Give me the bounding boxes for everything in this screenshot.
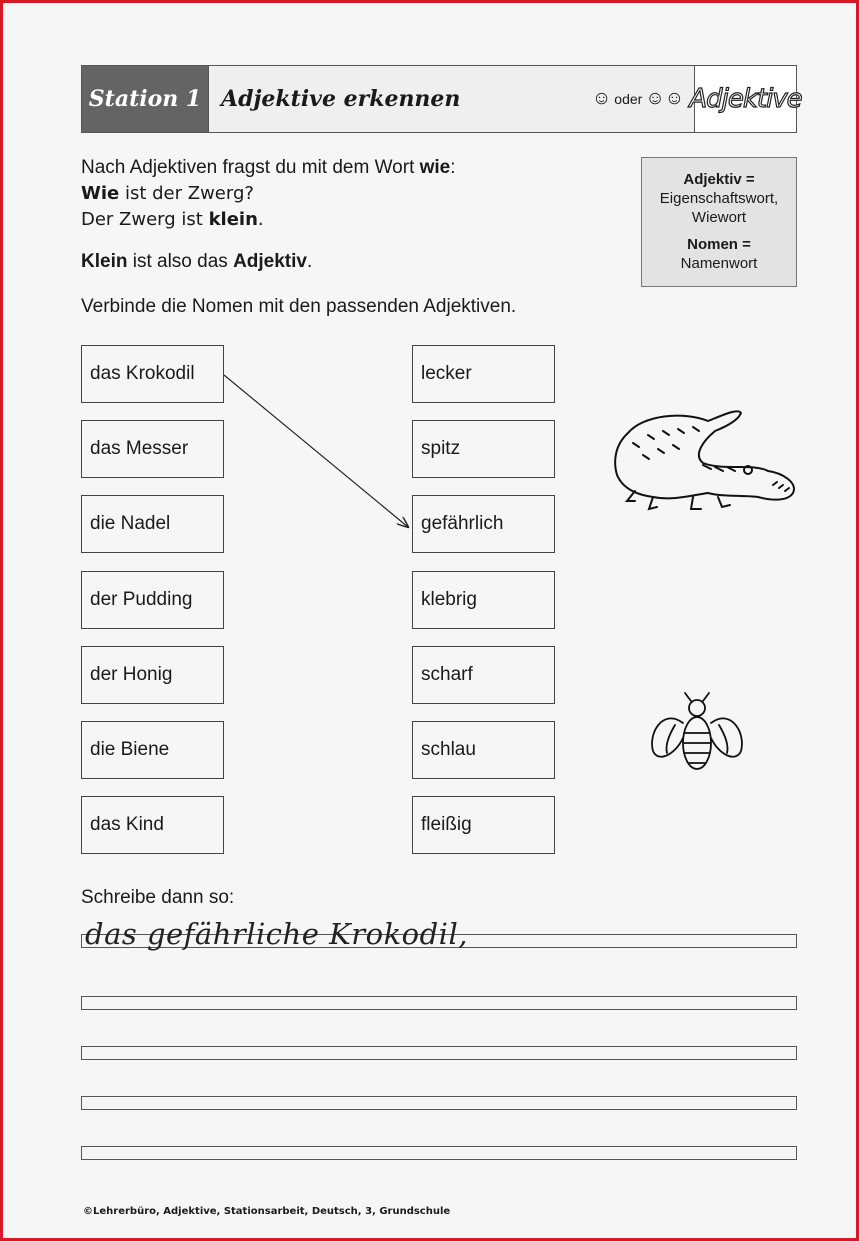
smiley-icon: ☺☺ <box>645 88 685 109</box>
connection-arrow <box>224 375 408 527</box>
intro-text-part: : <box>450 157 456 178</box>
intro-text-part: Nach Adjektiven fragst du mit dem Wort <box>81 157 420 178</box>
adjective-label: schlau <box>421 739 476 760</box>
intro-bold: klein <box>208 209 258 230</box>
writing-line[interactable] <box>81 1146 797 1160</box>
crocodile-icon <box>615 411 794 509</box>
intro-text-part: Der Zwerg ist <box>81 209 209 230</box>
rating-text: oder <box>614 91 643 107</box>
definition-term: Adjektiv = <box>683 171 755 188</box>
noun-label: das Krokodil <box>90 363 195 384</box>
writing-line[interactable] <box>81 1046 797 1060</box>
intro-bold: wie <box>419 157 451 178</box>
intro-text-part: . <box>306 251 313 272</box>
intro-text-part: ist der Zwerg? <box>119 183 254 204</box>
definition-term: Nomen = <box>687 236 751 253</box>
intro-bold: Wie <box>81 183 120 204</box>
write-instruction: Schreibe dann so: <box>81 887 235 908</box>
noun-label: die Biene <box>90 739 170 760</box>
bee-icon <box>652 693 742 769</box>
definition-text: Namenwort <box>680 255 758 272</box>
noun-label: der Pudding <box>90 589 193 610</box>
adjective-label: spitz <box>421 438 461 459</box>
noun-label: das Kind <box>90 814 164 835</box>
footer-copyright: ©Lehrerbüro, Adjektive, Stationsarbeit, Deutsch, 3, Grundschule <box>83 1206 451 1217</box>
station-label: Station 1 <box>82 66 209 132</box>
noun-label: das Messer <box>90 438 189 459</box>
smiley-icon: ☺ <box>591 88 612 109</box>
definition-text: Eigenschaftswort, <box>659 190 779 207</box>
adjective-label: gefährlich <box>421 513 504 534</box>
noun-label: die Nadel <box>90 513 171 534</box>
adjective-label: klebrig <box>421 589 477 610</box>
writing-line[interactable] <box>81 996 797 1010</box>
intro-text-part: ist also das <box>127 251 234 272</box>
example-answer: das gefährliche Krokodil, <box>85 917 468 951</box>
intro-text-part: . <box>257 209 264 230</box>
definition-text: Wiewort <box>691 209 747 226</box>
adjective-label: lecker <box>421 363 472 384</box>
page-title: Adjektive erkennen <box>221 86 461 112</box>
adjective-label: scharf <box>421 664 473 685</box>
logo-text: Adjektive <box>689 84 802 114</box>
writing-line[interactable] <box>81 1096 797 1110</box>
intro-bold: Klein <box>81 251 128 272</box>
intro-bold: Adjektiv <box>233 251 307 272</box>
noun-label: der Honig <box>90 664 173 685</box>
adjective-label: fleißig <box>421 814 472 835</box>
task-instruction: Verbinde die Nomen mit den passenden Adjektiven. <box>81 296 517 317</box>
